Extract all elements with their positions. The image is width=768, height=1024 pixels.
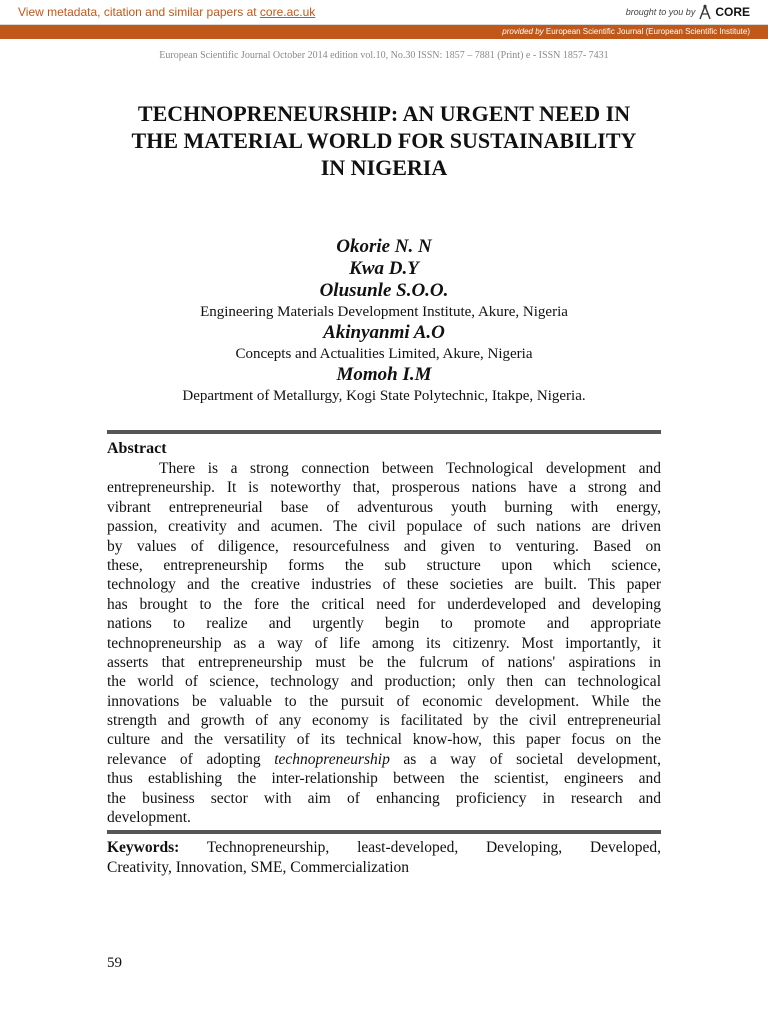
- title-line: THE MATERIAL WORLD FOR SUSTAINABILITY: [131, 128, 637, 153]
- paper-title: [80, 100, 688, 181]
- abstract-line: vibrant entrepreneurial base of adventurous youth burning with energy,: [107, 498, 661, 516]
- core-branding: [626, 3, 750, 21]
- core-metadata-notice: [18, 5, 315, 19]
- abstract-line: passion, creativity and acumen. The civil populace of such nations are driven: [107, 518, 661, 536]
- abstract-line: the world of science, technology and production; only then can technological: [107, 673, 661, 691]
- abstract-line: these, entrepreneurship forms the sub structure upon which science,: [107, 556, 661, 574]
- core-metadata-text: View metadata, citation and similar papers at: [18, 5, 260, 19]
- abstract-line: has brought to the fore the critical need for underdeveloped and developing: [107, 595, 661, 613]
- abstract-top-rule: [107, 430, 661, 434]
- abstract-line: asserts that entrepreneurship must be the fulcrum of nations' aspirations in: [107, 653, 661, 671]
- abstract-line-emphasis: [107, 750, 661, 769]
- keywords-line: Creativity, Innovation, SME, Commercialization: [107, 859, 410, 876]
- abstract-line: nations to realize and urgently begin to promote and appropriate: [107, 615, 661, 633]
- keywords-line: [107, 838, 661, 858]
- author-block: [80, 236, 688, 406]
- author-name: Akinyanmi A.O: [323, 322, 445, 343]
- provider-bar: [0, 25, 768, 39]
- abstract-line-part: as a way of societal development,: [389, 750, 661, 768]
- page-number: 59: [107, 955, 122, 971]
- abstract-line: There is a strong connection between Technological development and: [159, 460, 661, 477]
- provided-by-label: provided by: [502, 27, 544, 36]
- abstract-line: strength and growth of any economy is facilitated by the civil entrepreneurial: [107, 712, 661, 730]
- core-link[interactable]: core.ac.uk: [259, 5, 316, 19]
- keywords-label: Keywords:: [107, 839, 180, 856]
- journal-header: European Scientific Journal October 2014 edition vol.10, No.30 ISSN: 1857 – 7881 (Print) e - ISSN 1857- 7431: [159, 50, 609, 61]
- abstract-line: by values of diligence, resourcefulness and given to venturing. Based on: [107, 537, 661, 555]
- keywords-text: Technopreneurship, least-developed, Developing, Developed,: [179, 839, 661, 856]
- abstract-bottom-rule: [107, 830, 661, 834]
- abstract-line: entrepreneurship. It is noteworthy that, prosperous nations have a strong and: [107, 479, 661, 497]
- core-logo-icon: [698, 4, 712, 20]
- provider-name: European Scientific Journal (European Scientific Institute): [545, 27, 750, 36]
- abstract-line: technopreneurship as a way of life among its citizenry. Most importantly, it: [107, 634, 661, 652]
- abstract-line-part: relevance of adopting: [107, 750, 275, 768]
- author-name: Okorie N. N: [336, 236, 432, 257]
- title-line: TECHNOPRENEURSHIP: AN URGENT NEED IN: [137, 101, 631, 126]
- abstract-line: innovations be valuable to the pursuit of economic development. While the: [107, 692, 661, 710]
- core-logo-text[interactable]: CORE: [715, 5, 750, 19]
- author-name: Kwa D.Y: [349, 258, 419, 279]
- keywords-block: [107, 838, 661, 878]
- abstract-line: the business sector with aim of enhancing proficiency in research and: [107, 789, 661, 807]
- author-affiliation: Concepts and Actualities Limited, Akure, Nigeria: [235, 346, 533, 362]
- author-affiliation: Department of Metallurgy, Kogi State Polytechnic, Itakpe, Nigeria.: [182, 388, 586, 404]
- core-header-bar: [0, 0, 768, 25]
- abstract-heading: Abstract: [107, 440, 167, 457]
- author-affiliation: Engineering Materials Development Institute, Akure, Nigeria: [200, 304, 568, 320]
- emphasized-term: technopreneurship: [274, 750, 390, 768]
- brought-by-text: brought to you by: [625, 7, 696, 17]
- abstract-line: culture and the versatility of its technical know-how, this paper focus on the: [107, 731, 661, 749]
- abstract-line: thus establishing the inter-relationship between the scientist, engineers and: [107, 770, 661, 788]
- abstract-line: technology and the creative industries of these societies are built. This paper: [107, 576, 661, 594]
- title-line: IN NIGERIA: [320, 155, 448, 180]
- abstract-line: development.: [107, 809, 191, 827]
- author-name: Momoh I.M: [336, 364, 432, 385]
- author-name: Olusunle S.O.O.: [319, 280, 449, 301]
- abstract-body: [107, 459, 661, 827]
